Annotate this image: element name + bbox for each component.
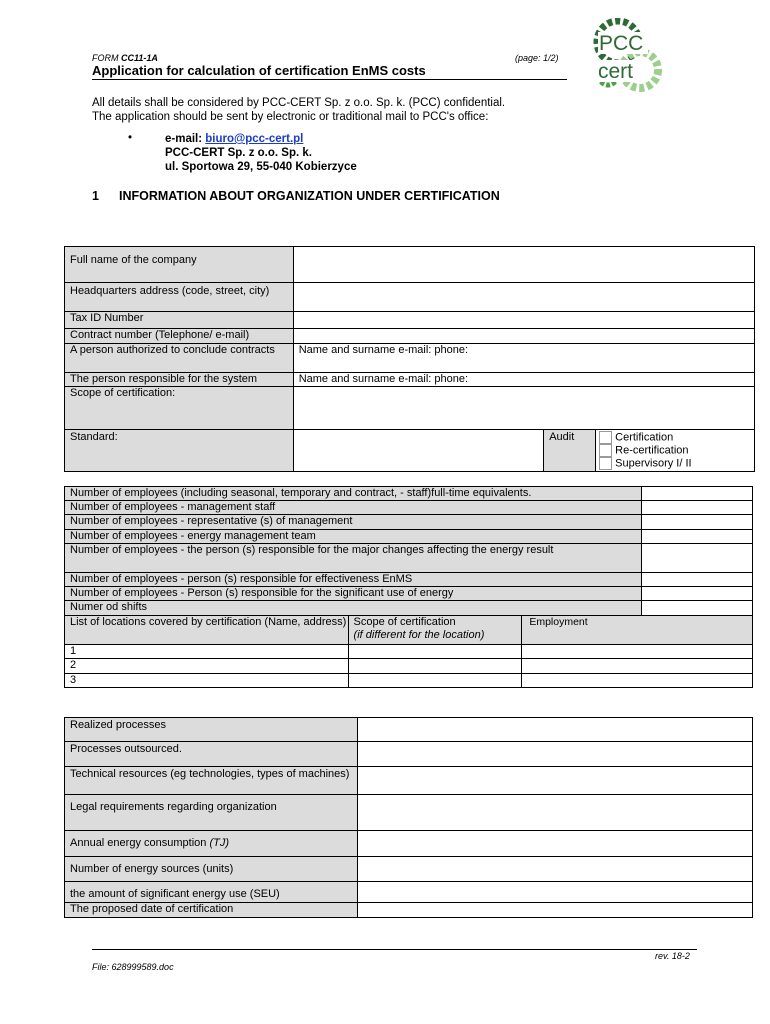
footer-divider bbox=[92, 949, 697, 950]
employees-row: Number of employees - the person (s) responsible for the major changes affecting the energy result bbox=[65, 544, 642, 573]
process-row: Annual energy consumption (TJ) bbox=[65, 831, 358, 857]
scope-field[interactable] bbox=[293, 387, 754, 430]
process-value[interactable] bbox=[357, 903, 752, 918]
checkbox[interactable] bbox=[599, 457, 612, 470]
employees-row: Number of employees (including seasonal, temporary and contract, - staff)full-time equivalents. bbox=[65, 487, 642, 501]
employees-value[interactable] bbox=[642, 515, 753, 530]
audit-options bbox=[596, 430, 755, 472]
location-scope[interactable] bbox=[348, 674, 522, 688]
responsible-person-field[interactable]: Name and surname e-mail: phone: bbox=[293, 373, 754, 387]
process-row: The proposed date of certification bbox=[65, 903, 358, 918]
tax-id-field[interactable] bbox=[293, 312, 754, 329]
process-row: Number of energy sources (units) bbox=[65, 857, 358, 882]
checkbox[interactable] bbox=[599, 431, 612, 444]
full-name-field[interactable] bbox=[293, 247, 754, 283]
intro-line-1: All details shall be considered by PCC-CERT Sp. z o.o. Sp. k. (PCC) confidential. bbox=[92, 97, 506, 109]
form-code-line: FORM CC11-1A bbox=[92, 53, 158, 63]
process-value[interactable] bbox=[357, 742, 752, 767]
energy-unit: (TJ) bbox=[209, 837, 229, 849]
audit-option[interactable]: Re-certification bbox=[599, 444, 754, 457]
checkbox[interactable] bbox=[599, 444, 612, 457]
contact-block bbox=[165, 132, 357, 174]
revision: rev. 18-2 bbox=[655, 951, 690, 961]
process-row: Realized processes bbox=[65, 718, 358, 742]
responsible-person-label: The person responsible for the system bbox=[65, 373, 294, 387]
location-employment[interactable] bbox=[522, 659, 753, 674]
location-number: 3 bbox=[65, 674, 349, 688]
audit-option[interactable]: Certification bbox=[599, 431, 754, 444]
email-link[interactable]: biuro@pcc-cert.pl bbox=[205, 133, 304, 145]
employment-header: Employment bbox=[522, 616, 753, 645]
location-scope[interactable] bbox=[348, 659, 522, 674]
full-name-label: Full name of the company bbox=[65, 247, 294, 283]
organization-info-table bbox=[64, 246, 755, 472]
scope-subheader: (if different for the location) bbox=[353, 629, 485, 641]
authorized-person-field[interactable]: Name and surname e-mail: phone: bbox=[293, 344, 754, 373]
audit-option[interactable]: Supervisory I/ II bbox=[599, 457, 754, 470]
form-code: CC11-1A bbox=[121, 53, 158, 63]
standard-field[interactable] bbox=[293, 430, 544, 472]
location-scope[interactable] bbox=[348, 645, 522, 659]
scope-header: Scope of certification (if different for the location) bbox=[348, 616, 522, 645]
process-value[interactable] bbox=[357, 857, 752, 882]
location-number: 2 bbox=[65, 659, 349, 674]
contract-number-label: Contract number (Telephone/ e-mail) bbox=[65, 329, 294, 344]
pcc-cert-logo bbox=[578, 18, 673, 96]
employees-row: Number of employees - Person (s) responsible for the significant use of energy bbox=[65, 587, 642, 601]
process-value[interactable] bbox=[357, 795, 752, 831]
process-value[interactable] bbox=[357, 831, 752, 857]
email-label: e-mail: bbox=[165, 133, 206, 145]
intro-line-2: The application should be sent by electronic or traditional mail to PCC's office: bbox=[92, 111, 489, 123]
process-row: the amount of significant energy use (SEU) bbox=[65, 882, 358, 903]
section-title: INFORMATION ABOUT ORGANIZATION UNDER CERTIFICATION bbox=[119, 189, 500, 203]
employees-value[interactable] bbox=[642, 487, 753, 501]
page-number: (page: 1/2) bbox=[515, 53, 559, 63]
company-address: ul. Sportowa 29, 55-040 Kobierzyce bbox=[165, 161, 357, 173]
location-employment[interactable] bbox=[522, 645, 753, 659]
standard-label: Standard: bbox=[65, 430, 294, 472]
processes-table bbox=[64, 717, 753, 918]
employees-value[interactable] bbox=[642, 544, 753, 573]
document-title: Application for calculation of certification EnMS costs bbox=[92, 63, 567, 80]
process-row: Legal requirements regarding organization bbox=[65, 795, 358, 831]
location-employment[interactable] bbox=[522, 674, 753, 688]
employees-row: Number of employees - energy management team bbox=[65, 530, 642, 544]
location-number: 1 bbox=[65, 645, 349, 659]
tax-id-label: Tax ID Number bbox=[65, 312, 294, 329]
authorized-person-label: A person authorized to conclude contracts bbox=[65, 344, 294, 373]
file-name: File: 628999589.doc bbox=[92, 962, 174, 972]
logo-text-pcc: PCC bbox=[599, 32, 644, 55]
process-row: Processes outsourced. bbox=[65, 742, 358, 767]
employees-row: Numer od shifts bbox=[65, 601, 642, 616]
process-value[interactable] bbox=[357, 718, 752, 742]
bullet: • bbox=[128, 132, 133, 144]
contract-number-field[interactable] bbox=[293, 329, 754, 344]
audit-label: Audit bbox=[544, 430, 596, 472]
employees-value[interactable] bbox=[642, 587, 753, 601]
company-name: PCC-CERT Sp. z o.o. Sp. k. bbox=[165, 147, 312, 159]
employees-row: Number of employees - person (s) responsible for effectiveness EnMS bbox=[65, 573, 642, 587]
hq-address-field[interactable] bbox=[293, 283, 754, 312]
logo-text-cert: cert bbox=[598, 60, 634, 83]
process-value[interactable] bbox=[357, 767, 752, 795]
locations-header: List of locations covered by certification (Name, address) bbox=[65, 616, 349, 645]
employees-value[interactable] bbox=[642, 530, 753, 544]
section-number: 1 bbox=[92, 189, 99, 203]
hq-address-label: Headquarters address (code, street, city) bbox=[65, 283, 294, 312]
employees-table bbox=[64, 486, 753, 688]
employees-value[interactable] bbox=[642, 601, 753, 616]
process-row: Technical resources (eg technologies, types of machines) bbox=[65, 767, 358, 795]
employees-value[interactable] bbox=[642, 573, 753, 587]
process-value[interactable] bbox=[357, 882, 752, 903]
intro-text bbox=[92, 96, 505, 124]
employees-value[interactable] bbox=[642, 501, 753, 515]
employees-row: Number of employees - representative (s) of management bbox=[65, 515, 642, 530]
scope-label: Scope of certification: bbox=[65, 387, 294, 430]
employees-row: Number of employees - management staff bbox=[65, 501, 642, 515]
